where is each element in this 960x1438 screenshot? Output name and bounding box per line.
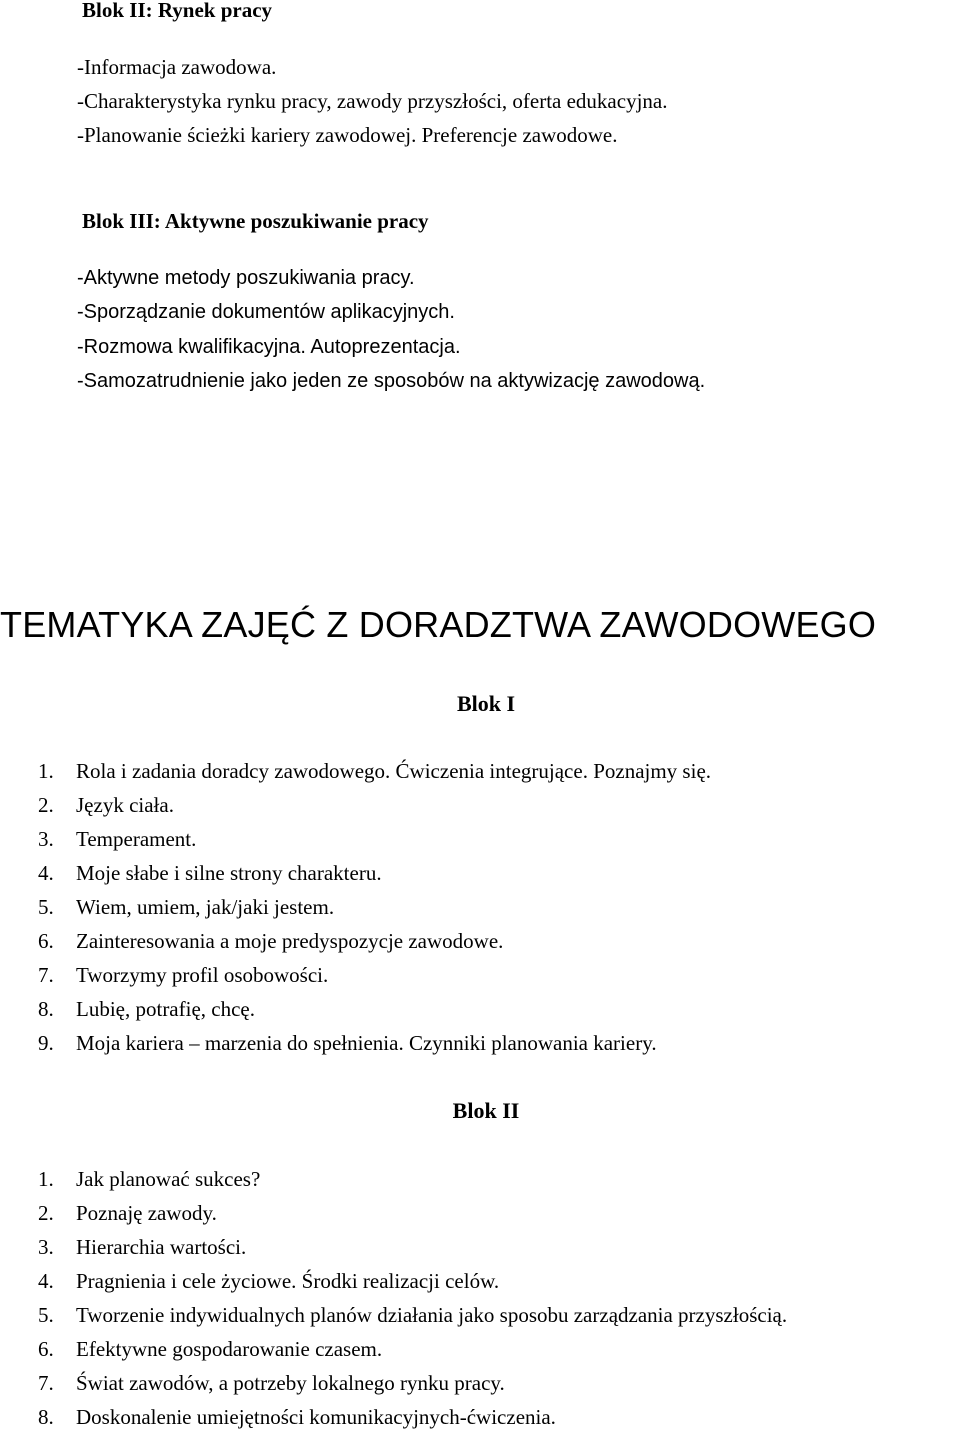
blok-ii-list xyxy=(38,1166,787,1438)
list-item-number: 8. xyxy=(38,1405,54,1429)
list-item xyxy=(38,758,711,792)
list-item xyxy=(38,1370,787,1404)
list-item-number: 6. xyxy=(38,929,54,953)
list-item-text: Zainteresowania a moje predyspozycje zawodowe. xyxy=(76,929,504,953)
list-item-number: 2. xyxy=(38,793,54,817)
page-title: TEMATYKA ZAJĘĆ Z DORADZTWA ZAWODOWEGO xyxy=(0,604,877,645)
list-item xyxy=(38,860,711,894)
blok-ii-item: -Informacja zawodowa. xyxy=(77,55,277,79)
list-item-number: 3. xyxy=(38,1235,54,1259)
list-item-number: 9. xyxy=(38,1031,54,1055)
list-item-text: Poznaję zawody. xyxy=(76,1201,217,1225)
blok-iii-item: -Aktywne metody poszukiwania pracy. xyxy=(77,267,415,289)
list-item-number: 1. xyxy=(38,759,54,783)
list-item-number: 1. xyxy=(38,1167,54,1191)
blok-ii-heading: Blok II xyxy=(452,1098,520,1123)
list-item-text: Jak planować sukces? xyxy=(76,1167,261,1191)
list-item-number: 8. xyxy=(38,997,54,1021)
list-item-number: 7. xyxy=(38,1371,54,1395)
list-item-text: Lubię, potrafię, chcę. xyxy=(76,997,255,1021)
list-item-number: 5. xyxy=(38,1303,54,1327)
blok-iii-heading: Blok III: Aktywne poszukiwanie pracy xyxy=(82,209,429,233)
list-item-number: 4. xyxy=(38,861,54,885)
blok-iii-item: -Rozmowa kwalifikacyjna. Autoprezentacja. xyxy=(77,336,461,358)
list-item xyxy=(38,894,711,928)
list-item-text: Moja kariera – marzenia do spełnienia. Czynniki planowania kariery. xyxy=(76,1031,657,1055)
list-item-text: Tworzenie indywidualnych planów działania jako sposobu zarządzania przyszłością. xyxy=(76,1303,788,1327)
list-item-number: 6. xyxy=(38,1337,54,1361)
list-item-text: Doskonalenie umiejętności komunikacyjnych-ćwiczenia. xyxy=(76,1405,556,1429)
list-item-number: 2. xyxy=(38,1201,54,1225)
list-item xyxy=(38,1234,787,1268)
list-item xyxy=(38,1336,787,1370)
blok-i-heading: Blok I xyxy=(456,691,516,716)
list-item xyxy=(38,1166,787,1200)
list-item-number: 3. xyxy=(38,827,54,851)
list-item-text: Rola i zadania doradcy zawodowego. Ćwiczenia integrujące. Poznajmy się. xyxy=(76,759,712,783)
list-item xyxy=(38,962,711,996)
list-item-text: Język ciała. xyxy=(76,793,174,817)
list-item-text: Tworzymy profil osobowości. xyxy=(76,963,329,987)
list-item-text: Moje słabe i silne strony charakteru. xyxy=(76,861,382,885)
list-item-text: Świat zawodów, a potrzeby lokalnego rynku pracy. xyxy=(76,1371,505,1395)
list-item xyxy=(38,1200,787,1234)
blok-ii-item: -Planowanie ścieżki kariery zawodowej. Preferencje zawodowe. xyxy=(77,123,618,147)
list-item-text: Wiem, umiem, jak/jaki jestem. xyxy=(76,895,335,919)
blok-i-list xyxy=(38,758,711,1064)
list-item-number: 4. xyxy=(38,1269,54,1293)
list-item xyxy=(38,1030,711,1064)
blok-iii-item: -Samozatrudnienie jako jeden ze sposobów na aktywizację zawodową. xyxy=(77,370,706,392)
list-item xyxy=(38,996,711,1030)
list-item-text: Efektywne gospodarowanie czasem. xyxy=(76,1337,383,1361)
list-item xyxy=(38,792,711,826)
list-item-number: 5. xyxy=(38,895,54,919)
blok-iii-item: -Sporządzanie dokumentów aplikacyjnych. xyxy=(77,301,455,323)
blok-ii-rynek-heading: Blok II: Rynek pracy xyxy=(82,0,273,22)
list-item-number: 7. xyxy=(38,963,54,987)
list-item-text: Hierarchia wartości. xyxy=(76,1235,247,1259)
list-item xyxy=(38,1302,787,1336)
list-item-text: Pragnienia i cele życiowe. Środki realizacji celów. xyxy=(76,1269,500,1293)
blok-ii-item: -Charakterystyka rynku pracy, zawody przyszłości, oferta edukacyjna. xyxy=(77,89,668,113)
list-item xyxy=(38,1268,787,1302)
list-item xyxy=(38,1404,787,1438)
list-item xyxy=(38,928,711,962)
list-item-text: Temperament. xyxy=(76,827,197,851)
list-item xyxy=(38,826,711,860)
